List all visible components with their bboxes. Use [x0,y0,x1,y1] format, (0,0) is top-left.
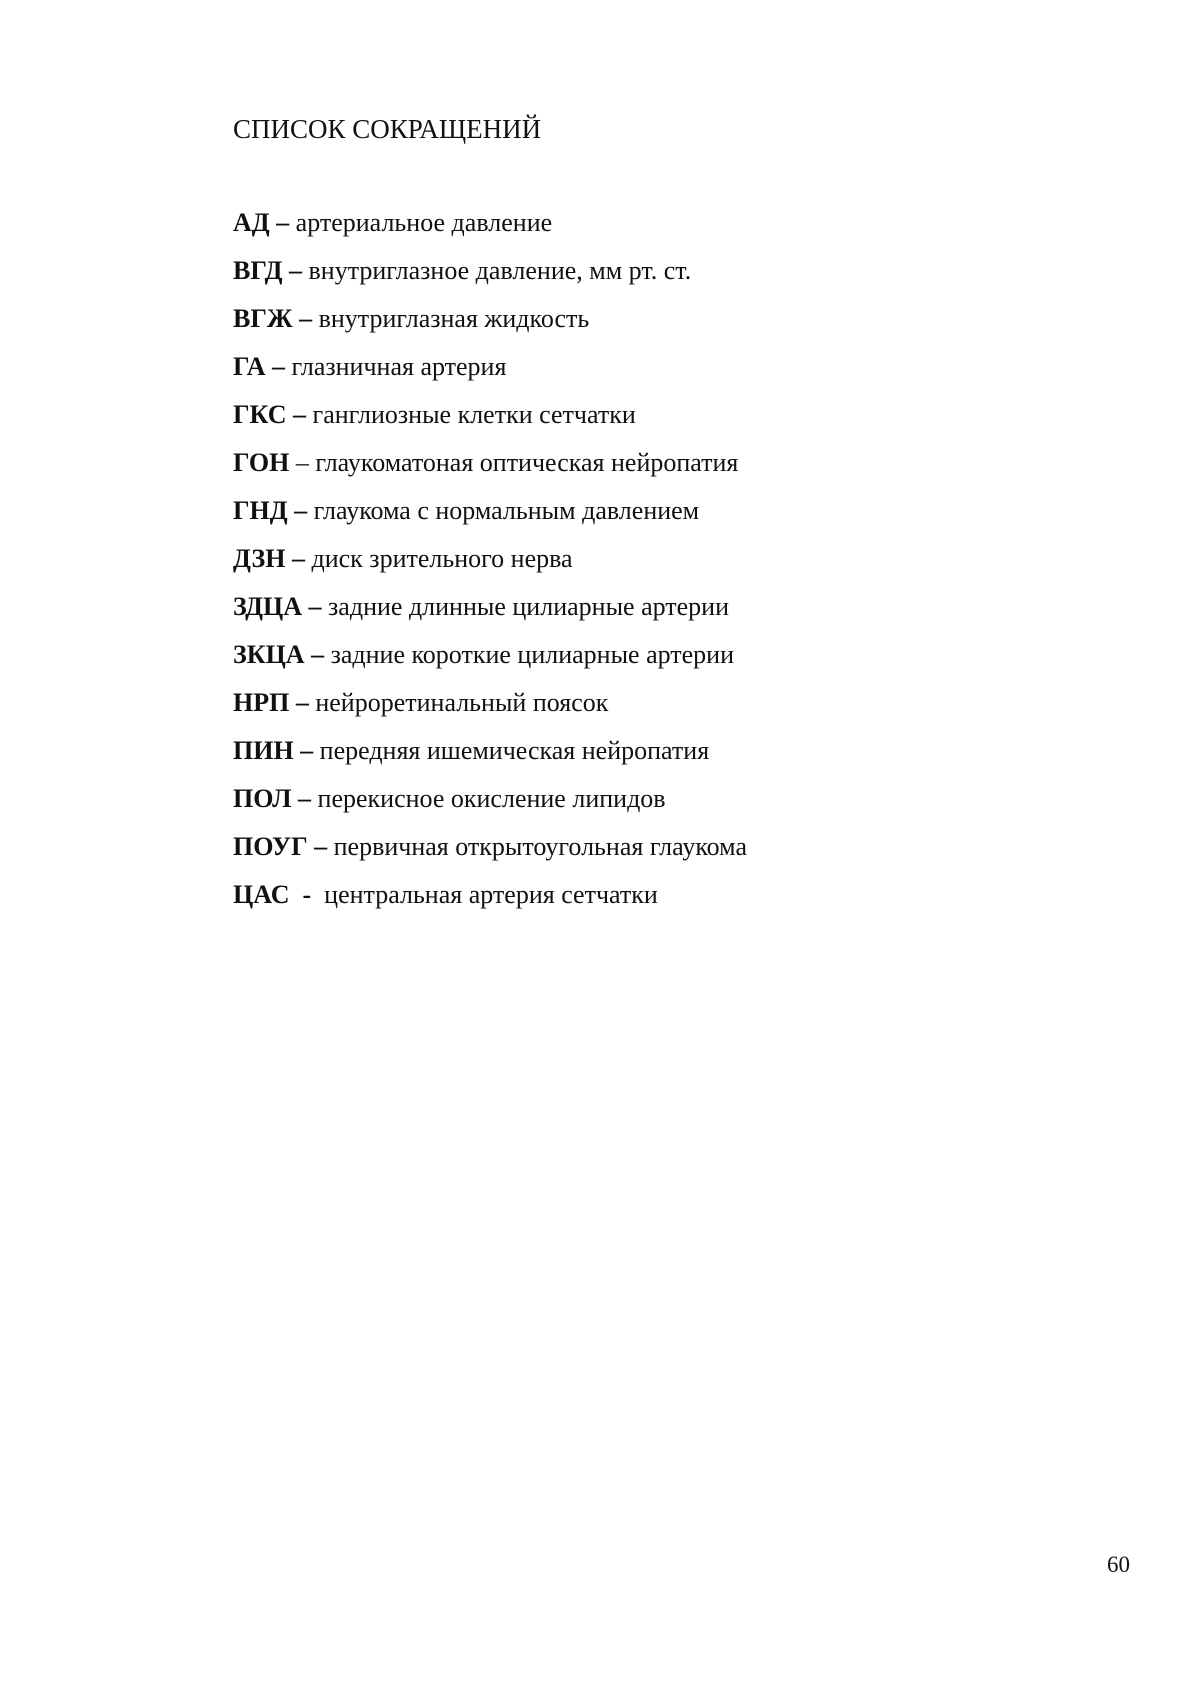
abbreviation-term: ДЗН [233,544,286,573]
abbreviation-item [233,734,747,782]
abbreviation-separator: – [307,832,334,861]
abbreviation-term: ЗКЦА [233,640,305,669]
abbreviation-separator: – [265,352,292,381]
abbreviation-term: ЗДЦА [233,592,303,621]
abbreviation-definition: нейроретинальный поясок [315,688,609,717]
abbreviation-term: ГНД [233,496,288,525]
abbreviation-term: ПОЛ [233,784,292,813]
abbreviation-definition: ганглиозные клетки сетчатки [312,400,636,429]
abbreviation-term: ПИН [233,736,294,765]
abbreviation-separator: – [302,592,329,621]
abbreviation-definition: задние короткие цилиарные артерии [330,640,735,669]
abbreviation-separator: – [269,208,296,237]
abbreviation-definition: первичная открытоугольная глаукома [333,832,747,861]
abbreviation-separator: – [286,400,313,429]
abbreviation-list [233,206,747,926]
abbreviation-definition: задние длинные цилиарные артерии [328,592,729,621]
abbreviation-definition: артериальное давление [295,208,553,237]
abbreviation-item [233,398,747,446]
abbreviation-term: ГОН [233,448,290,477]
page-number: 60 [1107,1552,1130,1577]
abbreviation-term: ЦАС [233,880,290,909]
abbreviation-definition: глаукома с нормальным давлением [313,496,700,525]
abbreviation-term: ГКС [233,400,287,429]
page-title: СПИСОК СОКРАЩЕНИЙ [233,114,542,144]
abbreviation-item [233,782,747,830]
abbreviation-item [233,638,747,686]
abbreviation-item [233,494,747,542]
abbreviation-definition: внутриглазное давление, мм рт. ст. [308,256,692,285]
abbreviation-separator: – [291,784,318,813]
abbreviation-separator: – [304,640,331,669]
abbreviation-item [233,206,747,254]
abbreviation-item [233,878,747,926]
abbreviation-term: ПОУГ [233,832,308,861]
abbreviation-separator: – [289,448,316,477]
abbreviation-item [233,542,747,590]
abbreviation-item [233,302,747,350]
abbreviation-separator: - [289,880,325,909]
abbreviation-term: ГА [233,352,266,381]
abbreviation-definition: внутриглазная жидкость [318,304,590,333]
abbreviation-term: ВГД [233,256,283,285]
abbreviation-item [233,446,747,494]
abbreviation-term: ВГЖ [233,304,293,333]
abbreviation-separator: – [287,496,314,525]
abbreviation-definition: центральная артерия сетчатки [324,880,658,909]
abbreviation-item [233,830,747,878]
abbreviation-definition: глаукоматоная оптическая нейропатия [315,448,739,477]
abbreviation-item [233,686,747,734]
abbreviation-term: АД [233,208,270,237]
abbreviation-separator: – [289,688,316,717]
abbreviation-item [233,590,747,638]
abbreviation-term: НРП [233,688,290,717]
abbreviation-separator: – [282,256,309,285]
abbreviation-separator: – [285,544,312,573]
abbreviation-item [233,350,747,398]
abbreviation-definition: глазничная артерия [291,352,507,381]
abbreviation-definition: перекисное окисление липидов [317,784,666,813]
abbreviation-definition: диск зрительного нерва [311,544,573,573]
abbreviation-separator: – [292,304,319,333]
abbreviation-item [233,254,747,302]
abbreviation-separator: – [293,736,320,765]
abbreviation-definition: передняя ишемическая нейропатия [319,736,710,765]
